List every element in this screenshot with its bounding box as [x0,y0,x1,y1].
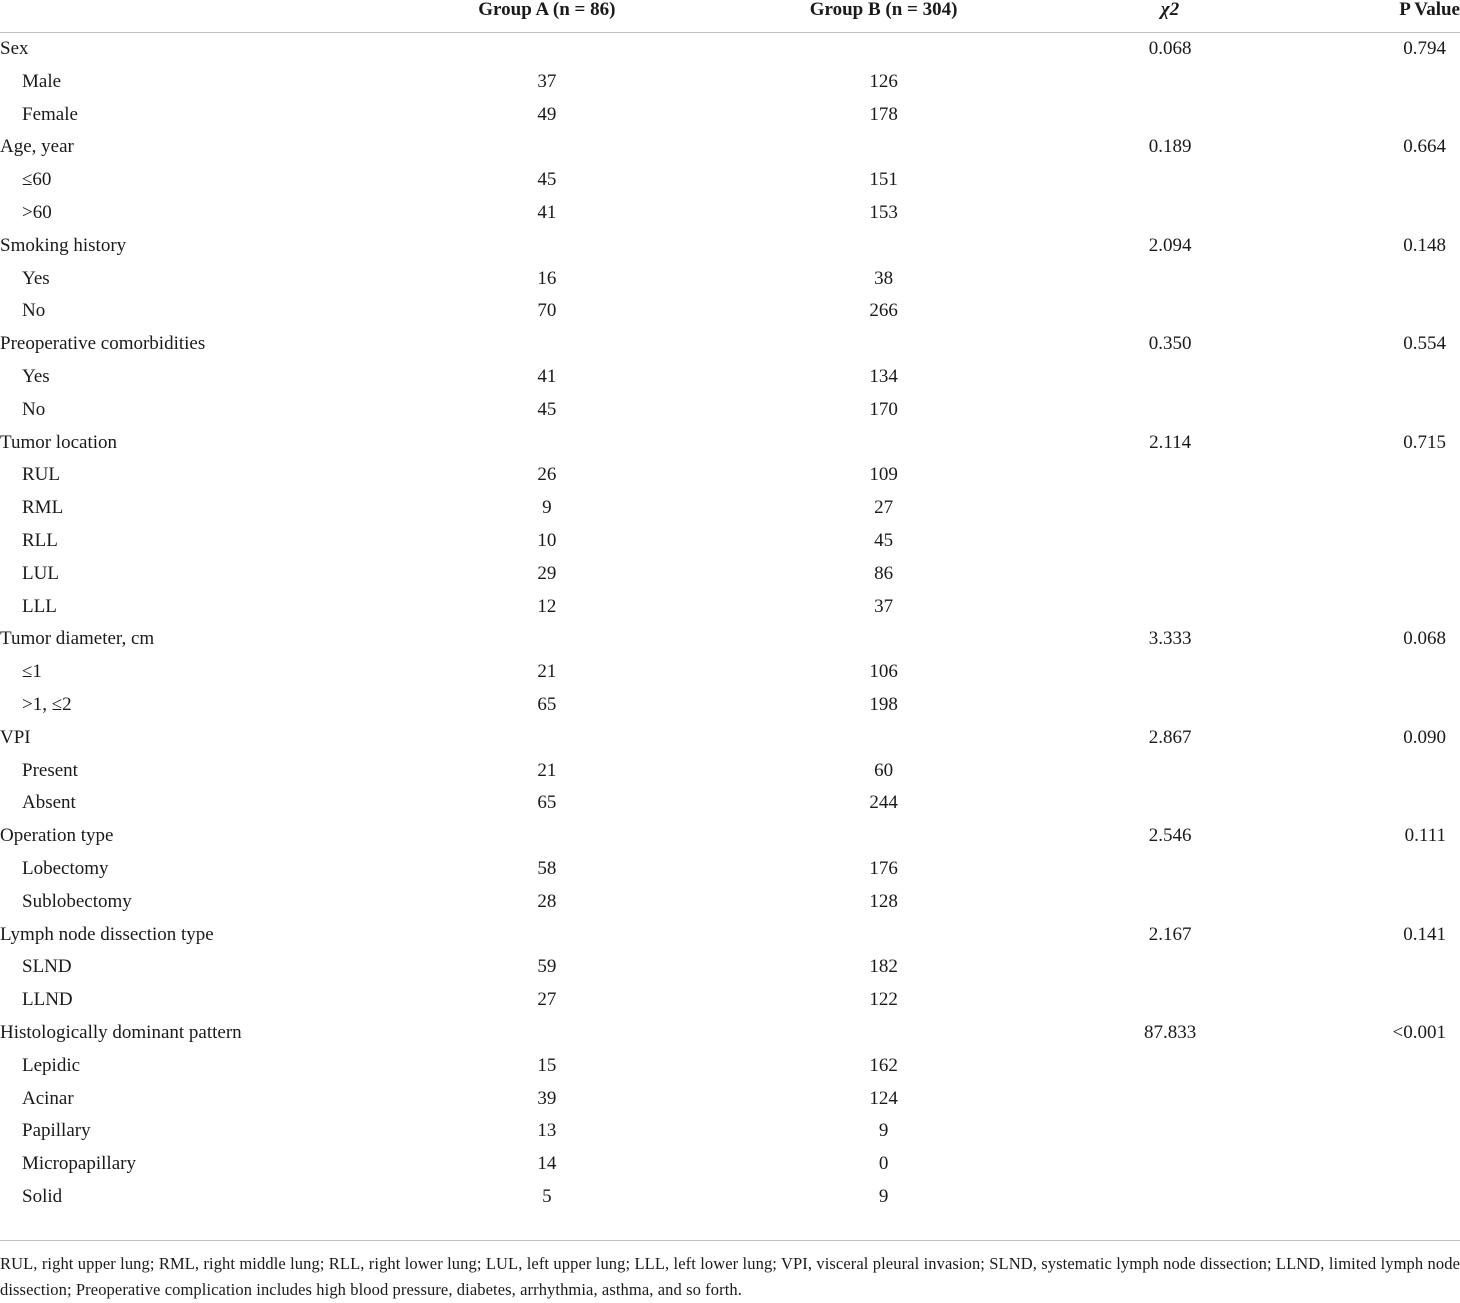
row-label: >60 [22,201,52,223]
p-value [1251,755,1460,788]
group-a-value: 13 [537,1120,557,1142]
chi-square-value [1089,951,1251,984]
group-b-value: 170 [869,398,898,420]
row-label: Histologically dominant pattern [0,1021,242,1043]
row-label: LUL [22,562,59,584]
group-a-value: 5 [542,1185,552,1207]
group-b-value [678,131,1089,164]
p-value [1251,656,1460,689]
p-value: 0.111 [1404,825,1446,847]
row-label: Smoking history [0,234,127,256]
row-label: Sex [0,38,29,59]
p-value [1251,1181,1460,1216]
group-a-value: 21 [537,661,557,683]
table-row-subcategory [0,558,1460,591]
p-value [1251,853,1460,886]
table-row-subcategory [0,459,1460,492]
table-row-subcategory [0,755,1460,788]
group-b-value: 86 [874,562,894,584]
p-value [1251,164,1460,197]
p-value: 0.554 [1403,333,1446,355]
row-label: Absent [22,792,76,814]
table-row-subcategory [0,164,1460,197]
table-row-subcategory [0,591,1460,624]
row-label: SLND [22,956,72,978]
p-value [1251,459,1460,492]
group-a-value [416,1017,678,1050]
chi-square-value: 2.167 [1148,923,1192,945]
group-b-value: 60 [874,759,894,781]
chi-square-value [1089,459,1251,492]
p-value: 0.715 [1403,431,1446,453]
group-b-value: 128 [869,890,898,912]
group-b-value: 122 [869,989,898,1011]
p-value [1251,394,1460,427]
table-row-subcategory [0,361,1460,394]
p-value [1251,197,1460,230]
chi-square-value [1089,984,1251,1017]
table-row-variable [0,230,1460,263]
chi-square-value [1089,99,1251,132]
table-row-subcategory [0,263,1460,296]
group-a-value: 39 [537,1087,557,1109]
group-b-value: 176 [869,857,898,879]
row-label: Yes [22,267,50,289]
chi-square-value [1089,787,1251,820]
chi-square-value: 2.867 [1148,726,1192,748]
row-label: Tumor location [0,431,117,453]
p-value [1251,361,1460,394]
p-value [1251,591,1460,624]
group-b-value: 109 [869,464,898,486]
p-value: 0.794 [1403,38,1446,59]
row-label: Yes [22,365,50,387]
table-row-subcategory [0,492,1460,525]
group-a-value: 9 [542,497,552,519]
p-value [1251,1148,1460,1181]
table-row-subcategory [0,689,1460,722]
p-value [1251,295,1460,328]
p-value: 0.148 [1403,234,1446,256]
row-label: Age, year [0,136,74,158]
group-a-value: 27 [537,989,557,1011]
group-b-value: 0 [878,1153,889,1175]
row-label: Solid [22,1185,63,1207]
p-value: 0.141 [1403,923,1446,945]
row-label: RUL [22,464,60,486]
p-value [1251,689,1460,722]
table-row-variable [0,919,1460,952]
group-a-value: 10 [537,529,557,551]
table-row-variable [0,1017,1460,1050]
table-row-subcategory [0,853,1460,886]
chi-square-value: 0.350 [1148,333,1192,355]
chi-square-value [1089,755,1251,788]
table-row-variable [0,427,1460,460]
group-a-value: 41 [537,201,557,223]
group-a-value: 49 [537,103,557,125]
row-label: Tumor diameter, cm [0,628,155,650]
chi-square-value [1089,1083,1251,1116]
row-label: Lobectomy [22,857,109,879]
group-b-value [678,427,1089,460]
group-b-value: 126 [869,70,898,92]
group-b-value: 106 [869,661,898,683]
p-value [1251,1115,1460,1148]
group-a-value: 16 [537,267,557,289]
p-value: 0.090 [1403,726,1446,748]
chi-square-value [1089,1148,1251,1181]
row-label: Sublobectomy [22,890,132,912]
table-row-subcategory [0,1083,1460,1116]
chi-square-value: 0.068 [1148,38,1192,59]
group-b-value: 182 [869,956,898,978]
chi-square-value [1089,492,1251,525]
group-a-value: 65 [537,693,557,715]
table-row-subcategory [0,525,1460,558]
p-value: 0.068 [1403,628,1446,650]
row-label: LLND [22,989,73,1011]
group-a-value [416,820,678,853]
group-a-value: 45 [537,169,557,191]
group-a-value [416,230,678,263]
table-row-subcategory [0,787,1460,820]
header-p-value: P Value [1251,0,1460,33]
p-value [1251,984,1460,1017]
p-value [1251,951,1460,984]
row-label: ≤60 [22,169,52,191]
table-row-subcategory [0,1148,1460,1181]
chi-square-value: 2.094 [1148,234,1192,256]
table-row-subcategory [0,66,1460,99]
group-b-value: 9 [878,1120,889,1142]
group-b-value: 151 [869,169,898,191]
table-row-subcategory [0,197,1460,230]
group-b-value: 45 [874,529,894,551]
group-b-value: 178 [869,103,898,125]
p-value: 0.664 [1403,136,1446,158]
group-a-value: 26 [537,464,557,486]
row-label: Female [22,103,78,125]
chi-square-value: 3.333 [1148,628,1192,650]
group-b-value: 198 [869,693,898,715]
group-a-value: 12 [537,595,557,617]
table-row-subcategory [0,984,1460,1017]
table-row-subcategory [0,99,1460,132]
header-chi-square: χ2 [1089,0,1251,33]
row-label: RLL [22,529,58,551]
group-b-value: 244 [869,792,898,814]
p-value [1251,263,1460,296]
group-b-value: 9 [878,1185,889,1207]
group-a-value: 21 [537,759,557,781]
row-label: LLL [22,595,57,617]
p-value [1251,66,1460,99]
table-row-subcategory [0,951,1460,984]
p-value [1251,886,1460,919]
chi-square-value [1089,689,1251,722]
group-b-value: 38 [874,267,894,289]
table-row-variable [0,820,1460,853]
group-a-value [416,328,678,361]
row-label: Operation type [0,825,114,847]
header-group-a: Group A (n = 86) [416,0,678,33]
chi-square-value [1089,295,1251,328]
row-label: ≤1 [22,661,42,683]
table-row-variable [0,131,1460,164]
table-row-subcategory [0,1181,1460,1216]
row-label: Lepidic [22,1054,81,1076]
table-row-subcategory [0,1115,1460,1148]
group-a-value: 37 [537,70,557,92]
group-b-value: 153 [869,201,898,223]
group-b-value [678,820,1089,853]
group-b-value: 134 [869,365,898,387]
chi-square-value [1089,361,1251,394]
row-label: Preoperative comorbidities [0,333,206,355]
group-b-value [678,230,1089,263]
p-value [1251,558,1460,591]
group-a-value [416,33,678,66]
group-b-value: 27 [874,497,894,519]
group-a-value: 58 [537,857,557,879]
chi-square-value [1089,1115,1251,1148]
group-a-value: 28 [537,890,557,912]
group-b-value: 162 [869,1054,898,1076]
chi-square-value [1089,886,1251,919]
group-b-value: 124 [869,1087,898,1109]
group-a-value [416,623,678,656]
p-value [1251,99,1460,132]
chi-square-value: 2.546 [1148,825,1192,847]
table-body [0,33,1460,1216]
group-b-value [678,33,1089,66]
group-b-value [678,1017,1089,1050]
header-label [0,0,416,33]
chi-square-value [1089,1050,1251,1083]
chi-square-value [1089,164,1251,197]
chi-square-value [1089,394,1251,427]
row-label: No [22,398,46,420]
row-label: VPI [0,726,31,748]
table-row-subcategory [0,394,1460,427]
p-value [1251,787,1460,820]
table-row-subcategory [0,886,1460,919]
header-group-b: Group B (n = 304) [678,0,1089,33]
group-b-value [678,328,1089,361]
group-a-value [416,919,678,952]
chi-square-value [1089,656,1251,689]
table-header-row [0,0,1460,33]
group-a-value: 29 [537,562,557,584]
chi-square-value [1089,558,1251,591]
p-value: <0.001 [1392,1021,1446,1043]
table-row-subcategory [0,295,1460,328]
group-a-value: 14 [537,1153,557,1175]
chi-square-value [1089,263,1251,296]
footnote-divider [0,1240,1460,1241]
chi-square-value: 2.114 [1149,431,1192,453]
chi-square-value: 87.833 [1143,1021,1197,1043]
group-a-value [416,131,678,164]
row-label: Male [22,70,62,92]
chi-square-value [1089,1181,1251,1216]
group-b-value [678,722,1089,755]
group-a-value: 65 [537,792,557,814]
row-label: Lymph node dissection type [0,923,214,945]
chi-square-value [1089,853,1251,886]
group-b-value: 266 [869,300,898,322]
p-value [1251,492,1460,525]
table-row-subcategory [0,656,1460,689]
group-a-value [416,427,678,460]
group-a-value: 70 [537,300,557,322]
group-a-value: 15 [537,1054,557,1076]
group-a-value: 59 [537,956,557,978]
table-row-variable [0,328,1460,361]
p-value [1251,1083,1460,1116]
row-label: RML [22,497,64,519]
group-b-value [678,919,1089,952]
table-row-variable [0,722,1460,755]
group-a-value [416,722,678,755]
group-a-value: 41 [537,365,557,387]
table-footnote: RUL, right upper lung; RML, right middle lung; RLL, right lower lung; LUL, left upper lung; LLL, left lower lung; VPI, visceral pleural invasion; SLND, systematic lymph node dissection; LLND, limited lymph node dissection; Preoperative complication includes high blood pressure, diabetes, arrhythmia, asthma, and so forth. [0,1254,1460,1299]
chi-square-value: 0.189 [1148,136,1192,158]
chi-square-value [1089,525,1251,558]
chi-square-value [1089,197,1251,230]
group-a-value: 45 [537,398,557,420]
table-row-variable [0,623,1460,656]
row-label: Present [22,759,78,781]
chi-square-value [1089,591,1251,624]
row-label: No [22,300,46,322]
chi-square-value [1089,66,1251,99]
group-b-value [678,623,1089,656]
row-label: >1, ≤2 [22,693,72,715]
row-label: Micropapillary [22,1153,136,1175]
row-label: Papillary [22,1120,91,1142]
p-value [1251,525,1460,558]
table-row-subcategory [0,1050,1460,1083]
row-label: Acinar [22,1087,74,1109]
group-b-value: 37 [874,595,894,617]
p-value [1251,1050,1460,1083]
table-row-variable [0,33,1460,66]
